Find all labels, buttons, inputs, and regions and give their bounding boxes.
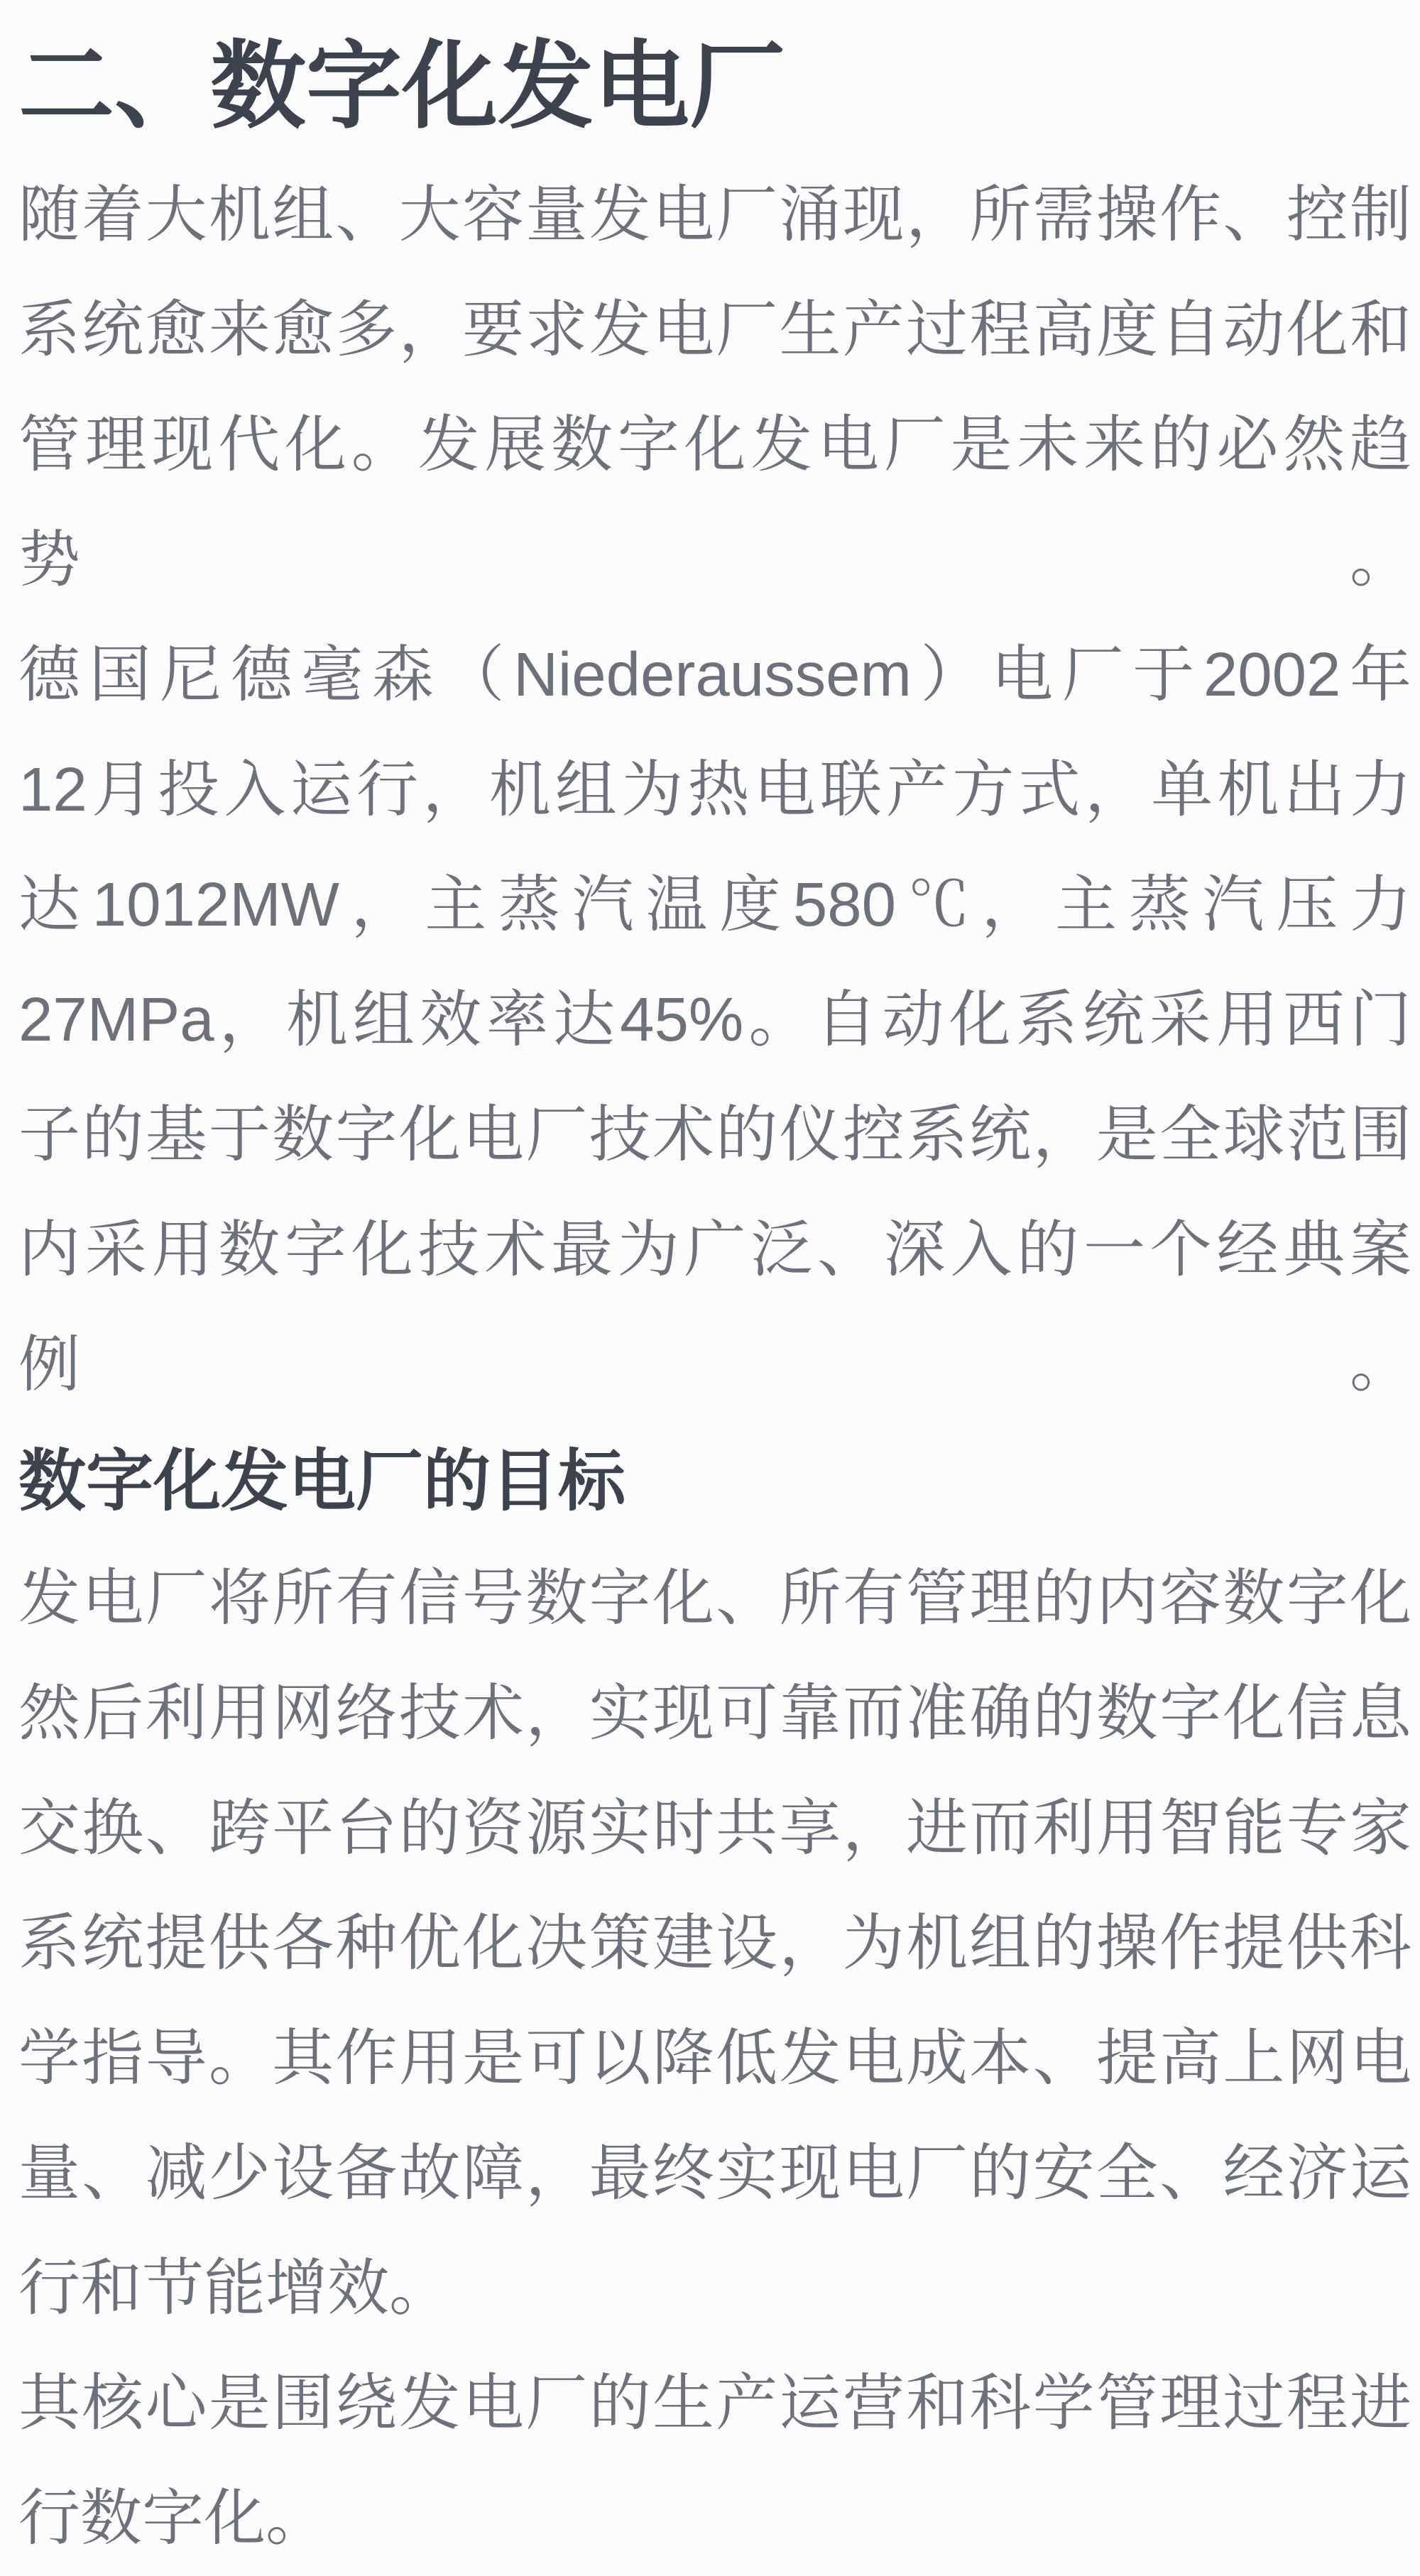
paragraph-line: 12月投入运行，机组为热电联产方式，单机出力 <box>18 755 1411 824</box>
paragraph-line: 德国尼德毫森（Niederaussem）电厂于2002年 <box>18 640 1411 709</box>
paragraph-line: 系统愈来愈多，要求发电厂生产过程高度自动化和 <box>18 295 1411 364</box>
paragraph-line: 学指导。其作用是可以降低发电成本、提高上网电 <box>18 2024 1411 2093</box>
paragraph-line: 交换、跨平台的资源实时共享，进而利用智能专家 <box>18 1794 1411 1863</box>
subsection-heading: 数字化发电厂的目标 <box>18 1444 626 1519</box>
paragraph-line: 其核心是围绕发电厂的生产运营和科学管理过程进 <box>18 2369 1411 2438</box>
paragraph-line: 子的基于数字化电厂技术的仪控系统，是全球范围 <box>18 1100 1411 1169</box>
paragraph-line: 系统提供各种优化决策建设，为机组的操作提供科 <box>18 1909 1411 1978</box>
paragraph-last-line: 行数字化。 <box>18 2484 327 2553</box>
paragraph-line: 管理现代化。发展数字化发电厂是未来的必然趋势。 <box>18 410 1411 594</box>
paragraph-line: 发电厂将所有信号数字化、所有管理的内容数字化 <box>18 1564 1411 1633</box>
paragraph-line: 然后利用网络技术，实现可靠而准确的数字化信息 <box>18 1679 1411 1748</box>
paragraph-line: 随着大机组、大容量发电厂涌现，所需操作、控制 <box>18 180 1411 249</box>
paragraph-line: 内采用数字化技术最为广泛、深入的一个经典案例。 <box>18 1215 1411 1399</box>
paragraph-last-line: 行和节能增效。 <box>18 2254 451 2323</box>
paragraph-line: 达1012MW，主蒸汽温度580℃，主蒸汽压力 <box>18 870 1411 939</box>
paragraph-line: 27MPa，机组效率达45%。自动化系统采用西门 <box>18 985 1411 1054</box>
section-heading: 二、数字化发电厂 <box>18 33 785 140</box>
paragraph-line: 量、减少设备故障，最终实现电厂的安全、经济运 <box>18 2139 1411 2208</box>
